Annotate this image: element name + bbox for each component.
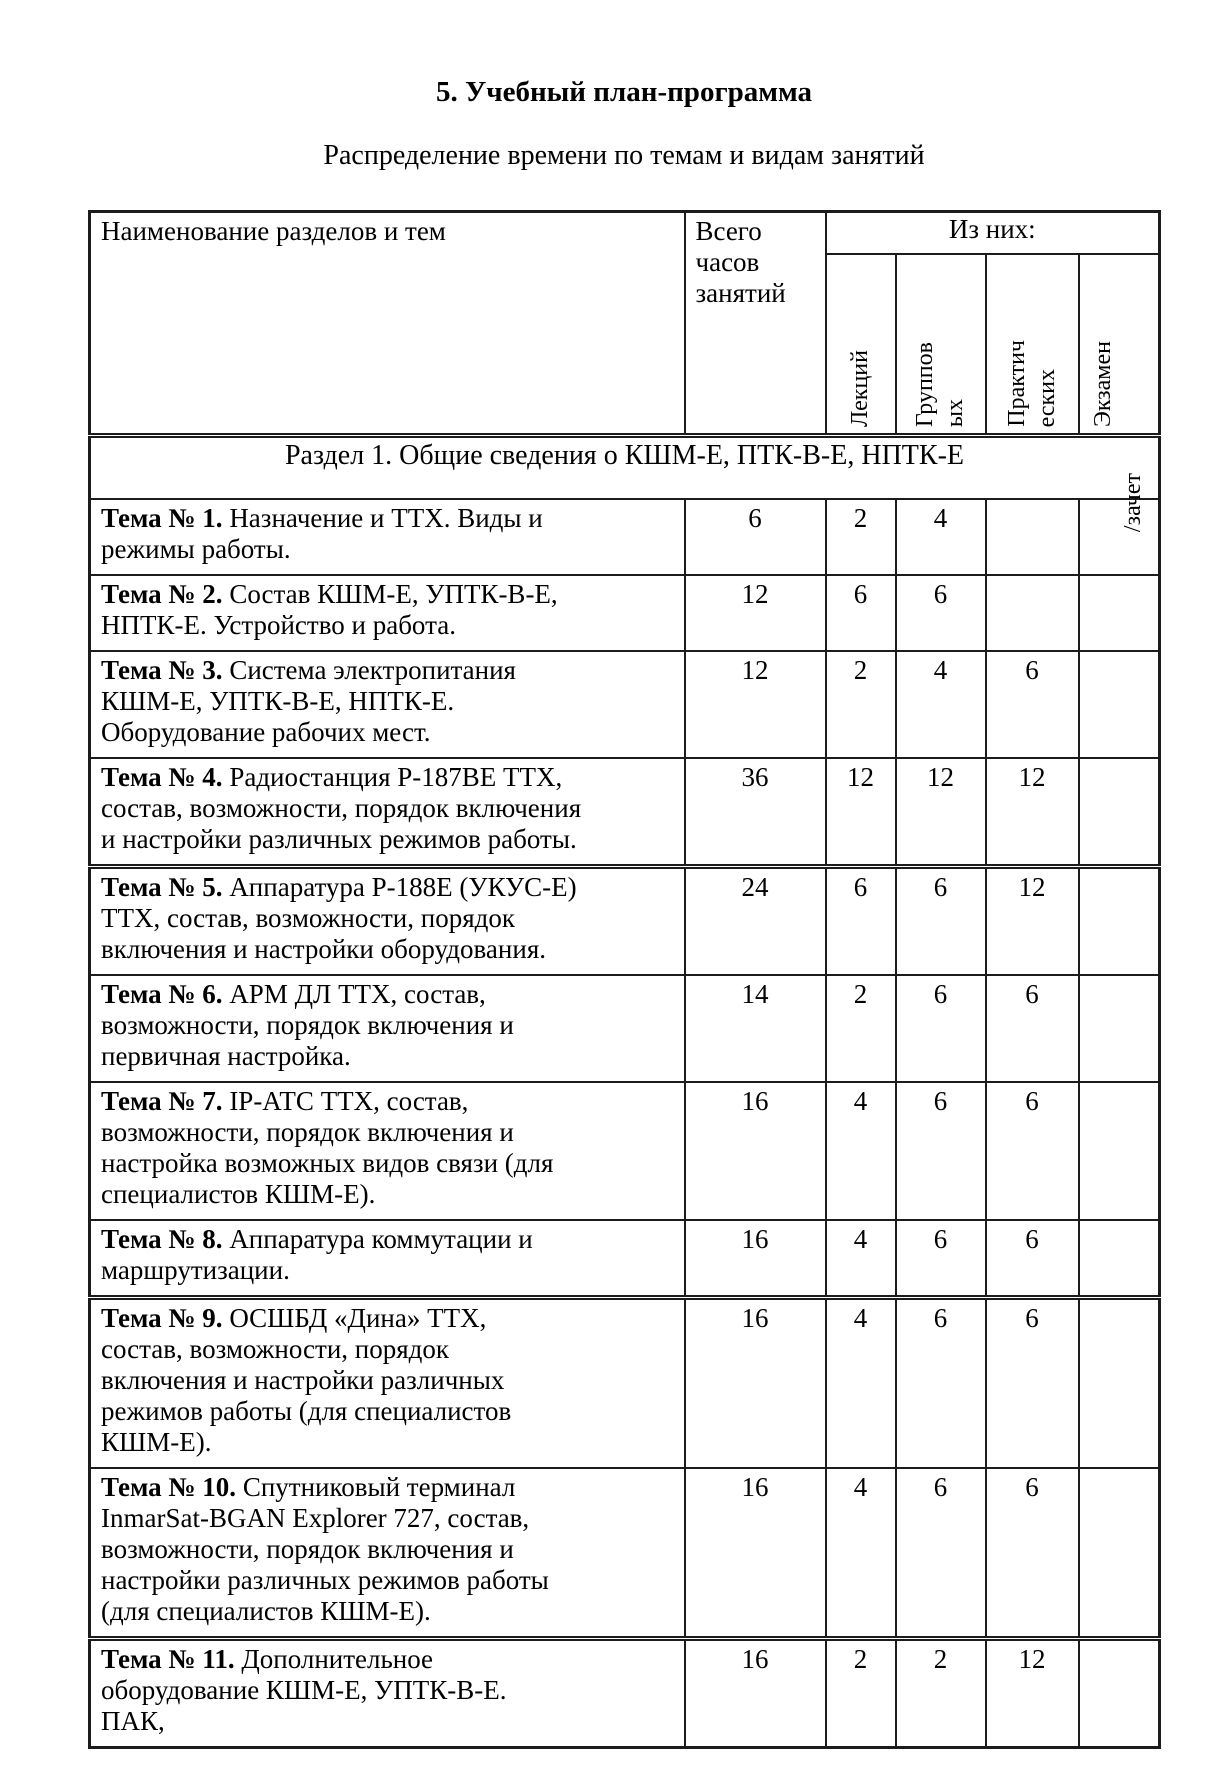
exam-label: Экзамен — [1090, 340, 1117, 427]
vertical-label-wrap — [987, 255, 1078, 433]
topic-number: Тема № 8. — [101, 1224, 223, 1254]
col-header-of-them: Из них: — [826, 212, 1160, 255]
vertical-label-wrap — [1080, 255, 1159, 532]
total-cell: 24 — [685, 867, 826, 976]
topic-number: Тема № 7. — [101, 1086, 223, 1116]
lectures-cell: 2 — [826, 1639, 896, 1748]
total-cell: 6 — [685, 499, 826, 575]
exam-cell — [1079, 499, 1160, 575]
col-header-practical — [986, 254, 1079, 436]
topic-name-cell — [90, 651, 685, 758]
practical-cell: 6 — [986, 975, 1079, 1082]
lectures-cell: 4 — [826, 1468, 896, 1639]
total-cell: 36 — [685, 758, 826, 867]
practical-cell: 12 — [986, 1639, 1079, 1748]
topic-name-cell — [90, 867, 685, 976]
topic-number: Тема № 4. — [101, 762, 223, 792]
lectures-cell: 2 — [826, 499, 896, 575]
topic-name-cell — [90, 1298, 685, 1469]
page-title: 5. Учебный план-программа — [435, 76, 813, 108]
total-cell: 16 — [685, 1082, 826, 1220]
topic-name-cell — [90, 1220, 685, 1298]
total-cell: 16 — [685, 1639, 826, 1748]
group-cell: 2 — [896, 1639, 986, 1748]
group-cell: 6 — [896, 1298, 986, 1469]
topic-text: ОСШБД «Дина» ТТХ, состав, возможности, порядок включения и настройки различных режимов работы (для специалистов КШМ-Е). — [101, 1303, 512, 1457]
lectures-cell: 12 — [826, 758, 896, 867]
lectures-label: Лекций — [847, 350, 873, 427]
group-cell: 6 — [896, 1220, 986, 1298]
topic-text: Спутниковый терминал InmarSat-BGAN Explorer 727, состав, возможности, порядок включения и настройки различных режимов работы (для специалистов КШМ-Е). — [101, 1472, 549, 1626]
group-cell: 4 — [896, 651, 986, 758]
practical-cell: 6 — [986, 651, 1079, 758]
col-header-lectures — [826, 254, 896, 436]
curriculum-table — [88, 210, 1161, 1749]
group-cell: 6 — [896, 1082, 986, 1220]
topic-name-cell — [90, 975, 685, 1082]
practical-cell — [986, 499, 1079, 575]
lectures-cell: 4 — [826, 1220, 896, 1298]
topic-number: Тема № 10. — [101, 1472, 237, 1502]
topic-name-cell — [90, 1082, 685, 1220]
practical-cell — [986, 575, 1079, 651]
exam-label-line2: /зачет — [1120, 472, 1147, 532]
topic-text: Система электропитания КШМ-Е, УПТК-В-Е, НПТК-Е. Оборудование рабочих мест. — [101, 655, 516, 747]
table-row — [90, 575, 1160, 651]
practical-label: Практич — [1003, 340, 1030, 427]
total-cell: 16 — [685, 1468, 826, 1639]
group-cell: 6 — [896, 575, 986, 651]
total-cell: 16 — [685, 1220, 826, 1298]
col-header-total-hours: Всего часов занятий — [685, 212, 826, 436]
section-header-row — [90, 436, 1160, 500]
table-row — [90, 975, 1160, 1082]
topic-text: IP-АТС ТТХ, состав, возможности, порядок включения и настройка возможных видов связи (для специалистов КШМ-Е). — [101, 1086, 554, 1209]
exam-cell — [1079, 867, 1160, 976]
topic-number: Тема № 5. — [101, 872, 223, 902]
group-cell: 6 — [896, 1468, 986, 1639]
table-row — [90, 1298, 1160, 1469]
header-row-top — [90, 212, 1160, 255]
topic-name-cell — [90, 1639, 685, 1748]
col-header-exam — [1079, 254, 1160, 532]
table-row — [90, 1220, 1160, 1298]
topic-number: Тема № 6. — [101, 979, 223, 1009]
topic-name-cell — [90, 575, 685, 651]
practical-cell: 12 — [986, 867, 1079, 976]
section-header: Раздел 1. Общие сведения о КШМ-Е, ПТК-В-Е, НПТК-Е — [90, 436, 1160, 500]
table-row — [90, 1468, 1160, 1639]
exam-cell — [1079, 1298, 1160, 1469]
topic-text: Дополнительное оборудование КШМ-Е, УПТК-В-Е. ПАК, — [101, 1644, 507, 1736]
topic-number: Тема № 1. — [101, 503, 223, 533]
total-cell: 14 — [685, 975, 826, 1082]
table-row — [90, 867, 1160, 976]
practical-cell: 6 — [986, 1468, 1079, 1639]
group-label: Группов — [912, 341, 938, 427]
topic-text: АРМ ДЛ ТТХ, состав, возможности, порядок включения и первичная настройка. — [101, 979, 514, 1071]
topic-name-cell — [90, 1468, 685, 1639]
topic-number: Тема № 9. — [101, 1303, 223, 1333]
group-cell: 12 — [896, 758, 986, 867]
page-content — [88, 0, 1160, 1749]
group-label-line2: ых — [942, 398, 968, 427]
group-cell: 6 — [896, 867, 986, 976]
group-cell: 6 — [896, 975, 986, 1082]
exam-cell — [1079, 1468, 1160, 1639]
practical-cell: 6 — [986, 1220, 1079, 1298]
vertical-label-wrap — [897, 255, 985, 433]
topic-text: Аппаратура коммутации и маршрутизации. — [101, 1224, 533, 1285]
table-row — [90, 1639, 1160, 1748]
exam-cell — [1079, 975, 1160, 1082]
lectures-cell: 4 — [826, 1082, 896, 1220]
page-subtitle: Распределение времени по темам и видам занятий — [323, 140, 925, 171]
exam-cell — [1079, 1220, 1160, 1298]
topic-number: Тема № 3. — [101, 655, 223, 685]
topic-number: Тема № 2. — [101, 579, 223, 609]
total-cell: 16 — [685, 1298, 826, 1469]
topic-name-cell — [90, 758, 685, 867]
table-row — [90, 758, 1160, 867]
exam-cell — [1079, 1082, 1160, 1220]
topic-text: Состав КШМ-Е, УПТК-В-Е, НПТК-Е. Устройство и работа. — [101, 579, 558, 640]
topic-text: Назначение и ТТХ. Виды и режимы работы. — [101, 503, 543, 564]
lectures-cell: 2 — [826, 651, 896, 758]
practical-cell: 6 — [986, 1298, 1079, 1469]
total-cell: 12 — [685, 651, 826, 758]
topic-name-cell — [90, 499, 685, 575]
topic-number: Тема № 11. — [101, 1644, 235, 1674]
topic-text: Аппаратура Р-188Е (УКУС-Е) ТТХ, состав, возможности, порядок включения и настройки оборудования. — [101, 872, 577, 964]
lectures-cell: 6 — [826, 575, 896, 651]
topic-text: Радиостанция Р-187ВЕ ТТХ, состав, возможности, порядок включения и настройки различных режимов работы. — [101, 762, 582, 854]
vertical-label-wrap — [827, 255, 895, 433]
lectures-cell: 2 — [826, 975, 896, 1082]
exam-cell — [1079, 1639, 1160, 1748]
col-header-name: Наименование разделов и тем — [90, 212, 685, 436]
group-cell: 4 — [896, 499, 986, 575]
practical-cell: 12 — [986, 758, 1079, 867]
col-header-group — [896, 254, 986, 436]
exam-cell — [1079, 575, 1160, 651]
lectures-cell: 6 — [826, 867, 896, 976]
practical-label-line2: еских — [1033, 368, 1060, 427]
table-row — [90, 651, 1160, 758]
table-row — [90, 1082, 1160, 1220]
table-row — [90, 499, 1160, 575]
total-cell: 12 — [685, 575, 826, 651]
exam-cell — [1079, 651, 1160, 758]
lectures-cell: 4 — [826, 1298, 896, 1469]
exam-cell — [1079, 758, 1160, 867]
practical-cell: 6 — [986, 1082, 1079, 1220]
